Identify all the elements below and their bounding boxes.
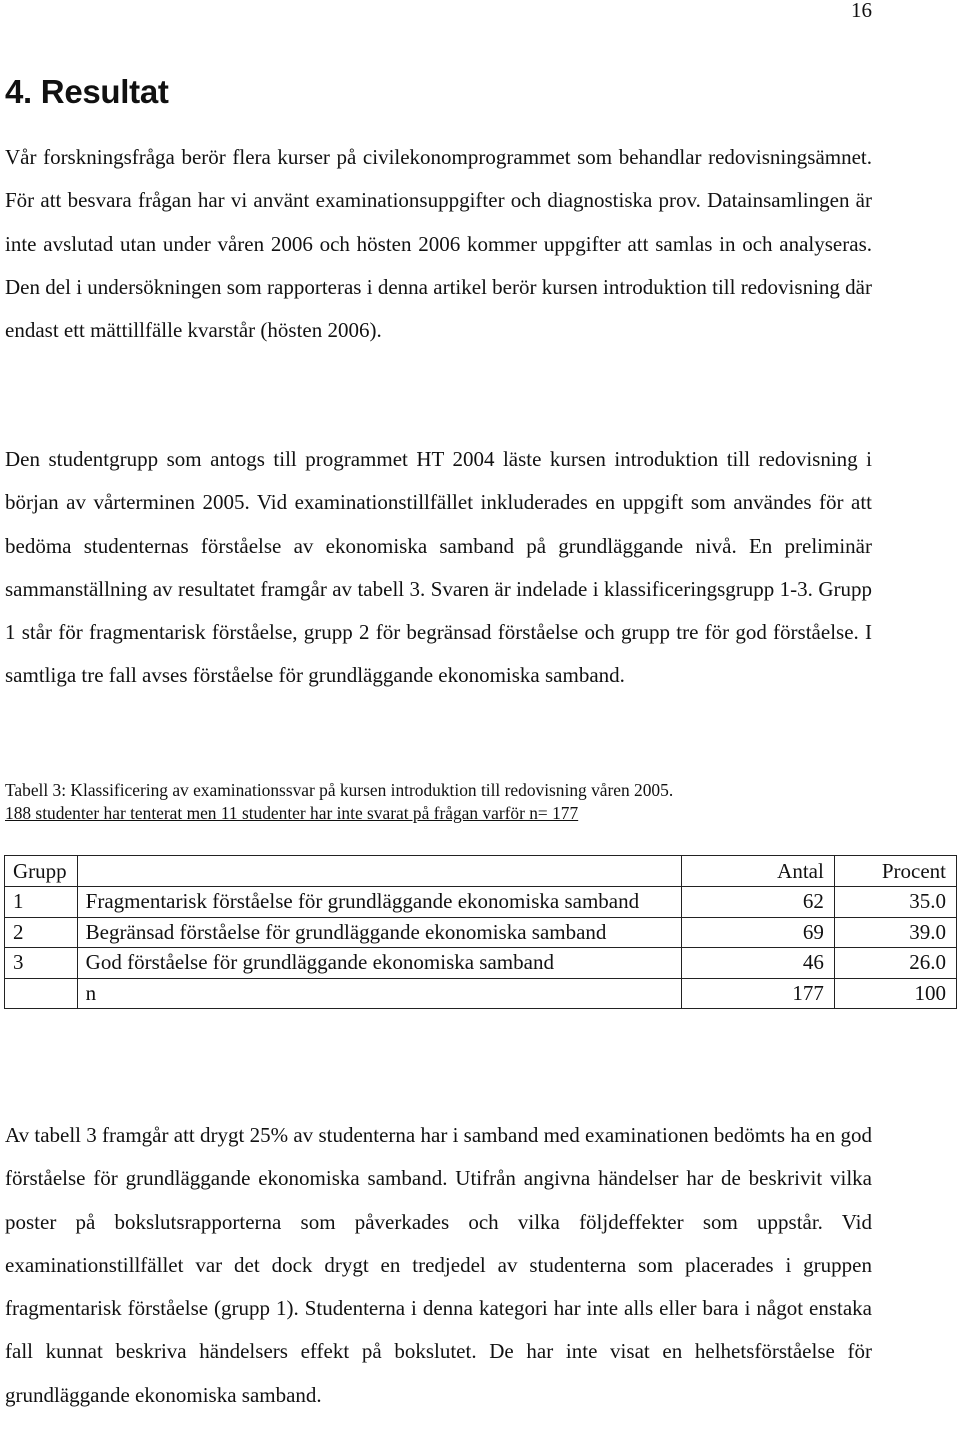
table-caption-title: Tabell 3: Klassificering av examinationssvar på kursen introduktion till redovisning våren 2005. [5, 780, 674, 800]
row-group [5, 978, 78, 1009]
row-group: 2 [5, 917, 78, 948]
row-percent: 35.0 [834, 887, 956, 918]
result-paragraph: Av tabell 3 framgår att drygt 25% av studenterna har i samband med examinationen bedömts ha en god förståelse för grundläggande ekonomiska samband. Utifrån angivna händelser har de beskrivit vilka poster på bokslutsrapporterna som påverkades och vilka följdeffekter som uppstår. Vid examinationstillfället var det dock drygt en tredjedel av studenterna som placerades i gruppen fragmentarisk förståelse (grupp 1). Studenterna i denna kategori har inte alls eller bara i något enstaka fall kunnat beskriva händelsers effekt på bokslutet. De har inte visat en helhetsförståelse för grundläggande ekonomiska samband. [5, 1123, 872, 1407]
row-count: 69 [682, 917, 834, 948]
row-percent: 100 [834, 978, 956, 1009]
row-percent: 26.0 [834, 948, 956, 979]
row-description: God förståelse för grundläggande ekonomiska samband [77, 948, 682, 979]
row-description: n [77, 978, 682, 1009]
section-heading: 4. Resultat [5, 73, 169, 110]
row-group: 1 [5, 887, 78, 918]
row-count: 177 [682, 978, 834, 1009]
row-description: Begränsad förståelse för grundläggande ekonomiska samband [77, 917, 682, 948]
row-count: 46 [682, 948, 834, 979]
intro-paragraph: Vår forskningsfråga berör flera kurser på civilekonomprogrammet som behandlar redovisningsämnet. För att besvara frågan har vi använt examinationsuppgifter och diagnostiska prov. Datainsamlingen är inte avslutad utan under våren 2006 och hösten 2006 kommer uppgifter att samlas in och analyseras. Den del i undersökningen som rapporteras i denna artikel berör kursen introduktion till redovisning där endast ett mättillfälle kvarstår (hösten 2006). [5, 145, 872, 343]
table-header-row [5, 856, 957, 887]
results-table [4, 855, 957, 1009]
table-row [5, 917, 957, 948]
table-caption-note [5, 802, 578, 824]
page-number: 16 [851, 0, 872, 22]
row-group: 3 [5, 948, 78, 979]
header-count: Antal [682, 856, 834, 887]
header-description [77, 856, 682, 887]
table-total-row [5, 978, 957, 1009]
row-percent: 39.0 [834, 917, 956, 948]
method-paragraph: Den studentgrupp som antogs till programmet HT 2004 läste kursen introduktion till redovisning i början av vårterminen 2005. Vid examinationstillfället inkluderades en uppgift som användes för att bedöma studenternas förståelse av ekonomiska samband på grundläggande nivå. En preliminär sammanställning av resultatet framgår av tabell 3. Svaren är indelade i klassificeringsgrupp 1-3. Grupp 1 står för fragmentarisk förståelse, grupp 2 för begränsad förståelse och grupp tre för god förståelse. I samtliga tre fall avses förståelse för grundläggande ekonomiska samband. [5, 447, 872, 688]
row-count: 62 [682, 887, 834, 918]
table-caption-note-text: 188 studenter har tenterat men 11 studenter har inte svarat på frågan varför n= 177 [5, 803, 579, 823]
header-group: Grupp [5, 856, 78, 887]
table-row [5, 887, 957, 918]
table-row [5, 948, 957, 979]
header-percent: Procent [834, 856, 956, 887]
row-description: Fragmentarisk förståelse för grundläggande ekonomiska samband [77, 887, 682, 918]
